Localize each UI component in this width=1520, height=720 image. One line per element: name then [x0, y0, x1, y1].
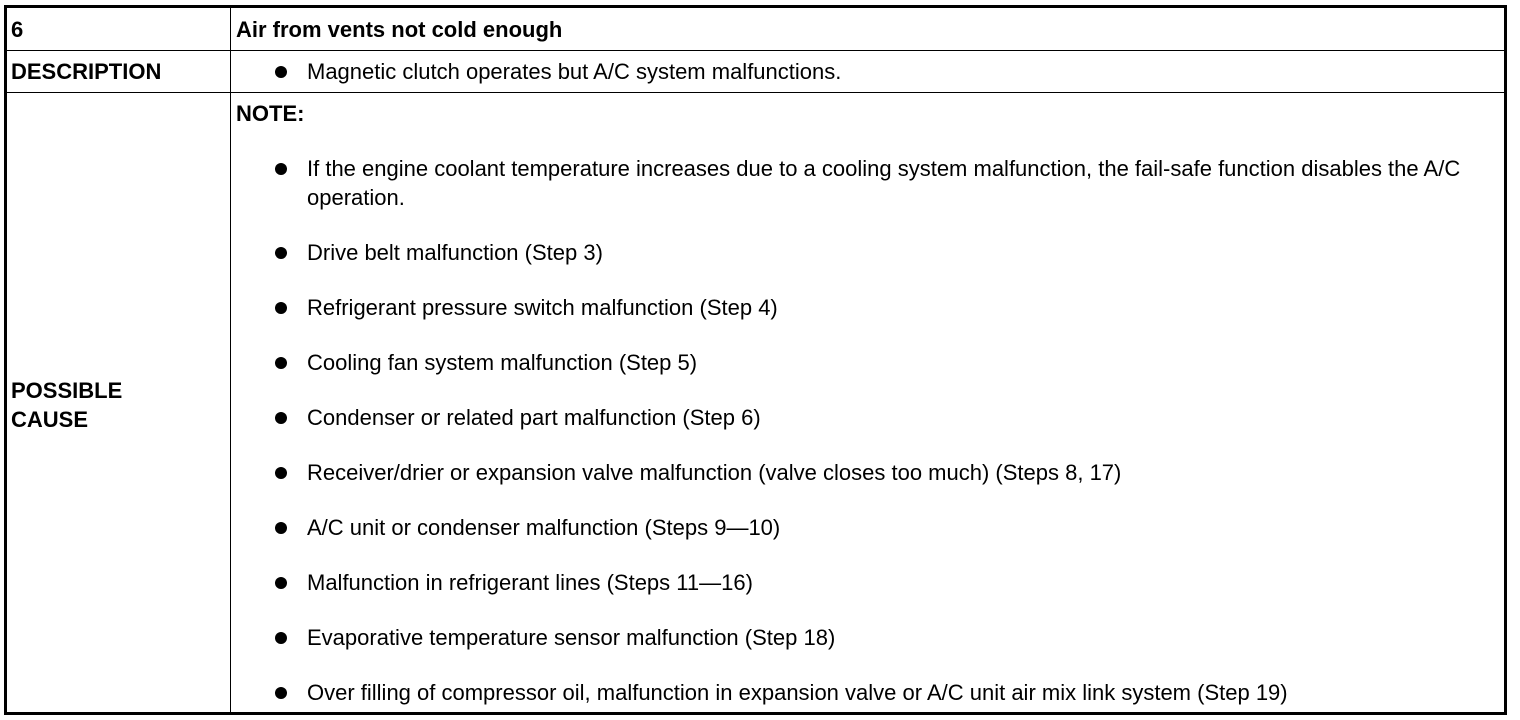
symptom-title: Air from vents not cold enough [236, 17, 563, 42]
bullet-icon [275, 247, 287, 259]
description-row [7, 51, 1504, 93]
cause-item-text: Over filling of compressor oil, malfunction in expansion valve or A/C unit air mix link system (Step 19) [307, 680, 1288, 705]
bullet-icon [275, 357, 287, 369]
cause-item-text: Evaporative temperature sensor malfunction (Step 18) [307, 625, 836, 650]
cause-item-text: Refrigerant pressure switch malfunction (Step 4) [307, 295, 778, 320]
bullet-icon [275, 412, 287, 424]
cause-item-text: Condenser or related part malfunction (Step 6) [307, 405, 761, 430]
list-item [272, 678, 1484, 707]
list-item [272, 293, 1484, 322]
note-label: NOTE: [236, 101, 305, 126]
possible-cause-row [7, 93, 1504, 712]
list-item [272, 348, 1484, 377]
list-item [272, 568, 1484, 597]
cause-item-text: Receiver/drier or expansion valve malfunction (valve closes too much) (Steps 8, 17) [307, 460, 1122, 485]
list-item [272, 458, 1484, 487]
cause-item-text: If the engine coolant temperature increases due to a cooling system malfunction, the fail-safe function disables the A/C operation. [307, 156, 1461, 210]
cause-item-text: Cooling fan system malfunction (Step 5) [307, 350, 698, 375]
bullet-icon [275, 467, 287, 479]
cause-item-text: Malfunction in refrigerant lines (Steps 11—16) [307, 570, 753, 595]
bullet-icon [275, 577, 287, 589]
bullet-icon [275, 632, 287, 644]
list-item [272, 403, 1484, 432]
description-item-text: Magnetic clutch operates but A/C system malfunctions. [307, 59, 842, 84]
list-item [272, 154, 1484, 212]
description-list [272, 57, 1484, 86]
description-item [272, 57, 1484, 86]
bullet-icon [275, 163, 287, 175]
bullet-icon [275, 302, 287, 314]
possible-cause-list [272, 154, 1484, 707]
troubleshooting-table [4, 5, 1507, 715]
bullet-icon [275, 522, 287, 534]
list-item [272, 238, 1484, 267]
list-item [272, 623, 1484, 652]
list-item [272, 513, 1484, 542]
table-header-row [7, 8, 1504, 51]
description-label: DESCRIPTION [11, 59, 162, 84]
bullet-icon [275, 66, 287, 78]
bullet-icon [275, 687, 287, 699]
possible-cause-label: POSSIBLE CAUSE [11, 378, 123, 432]
cause-item-text: A/C unit or condenser malfunction (Steps 9—10) [307, 515, 781, 540]
cause-item-text: Drive belt malfunction (Step 3) [307, 240, 603, 265]
symptom-number: 6 [11, 17, 24, 42]
